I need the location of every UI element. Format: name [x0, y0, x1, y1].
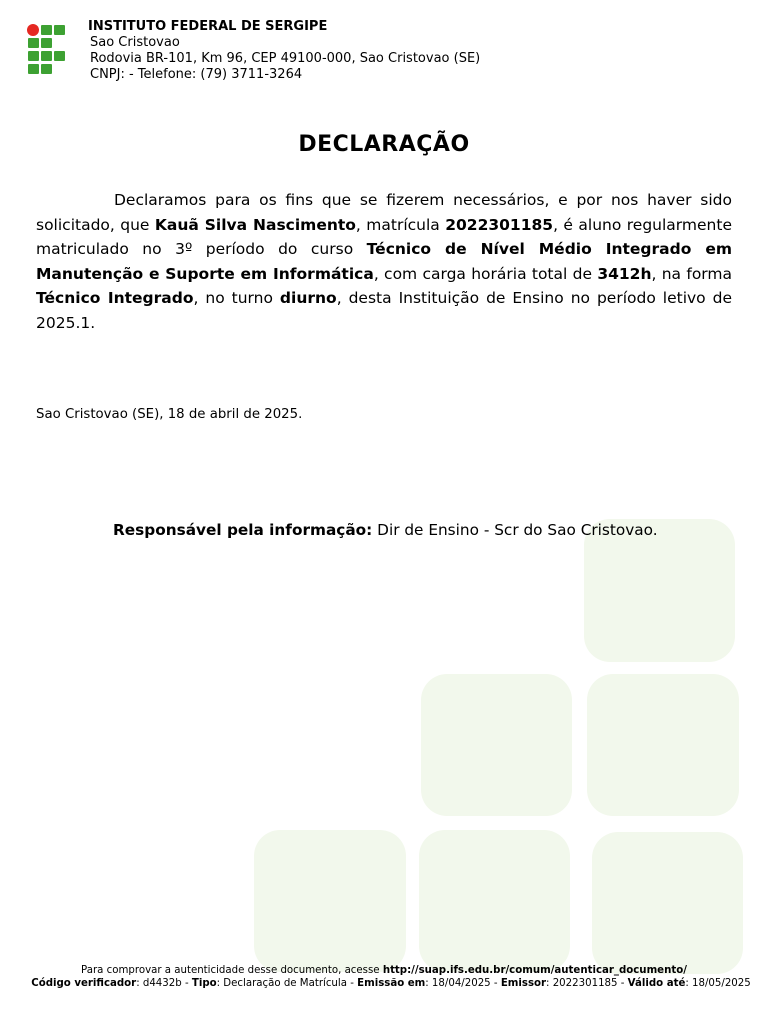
shift: diurno [279, 289, 337, 308]
document-title: DECLARAÇÃO [298, 132, 470, 157]
declaration-paragraph: Declaramos para os fins que se fizerem necessários, e por nos haver sido solicitado, que Kauã Silva Nascimento, matrícula 2022301185, é aluno regularmente matriculado no 3º período do curso Técnico de Nível Médio Integrado em Manutenção e Suporte em Informática, com carga horária total de 3412h, na forma Técnico Integrado, no turno diurno, desta Instituição de Ensino no período letivo de 2025.1. [36, 191, 732, 332]
ifs-logo [27, 24, 67, 74]
responsible-value: Dir de Ensino - Scr do Sao Cristovao. [372, 521, 658, 539]
footer [0, 965, 768, 990]
workload: 3412h [597, 264, 652, 283]
course-name: Técnico de Nível Médio Integrado em Manutenção e Suporte em Informática [36, 240, 732, 283]
modality: Técnico Integrado [36, 289, 194, 308]
verify-line: Para comprovar a autenticidade desse documento, acesse http://suap.ifs.edu.br/comum/autenticar_documento/ [81, 965, 687, 976]
address: Rodovia BR-101, Km 96, CEP 49100-000, Sao Cristovao (SE) [90, 51, 481, 66]
registration-number: 2022301185 [445, 215, 554, 234]
student-name: Kauã Silva Nascimento [154, 215, 356, 234]
responsible-label: Responsável pela informação: [113, 521, 373, 539]
campus-name: Sao Cristovao [90, 35, 180, 50]
place-date: Sao Cristovao (SE), 18 de abril de 2025. [36, 407, 303, 422]
letterhead [88, 19, 480, 83]
contact-info: CNPJ: - Telefone: (79) 3711-3264 [90, 67, 303, 82]
verify-link[interactable]: http://suap.ifs.edu.br/comum/autenticar_documento/ [382, 965, 687, 976]
responsible-line [113, 521, 658, 539]
verification-details: Código verificador: d4432b - Tipo: Declaração de Matrícula - Emissão em: 18/04/2025 - Emissor: 2022301185 - Válido até: 18/05/2025 [31, 977, 751, 989]
institution-name: INSTITUTO FEDERAL DE SERGIPE [88, 19, 328, 34]
